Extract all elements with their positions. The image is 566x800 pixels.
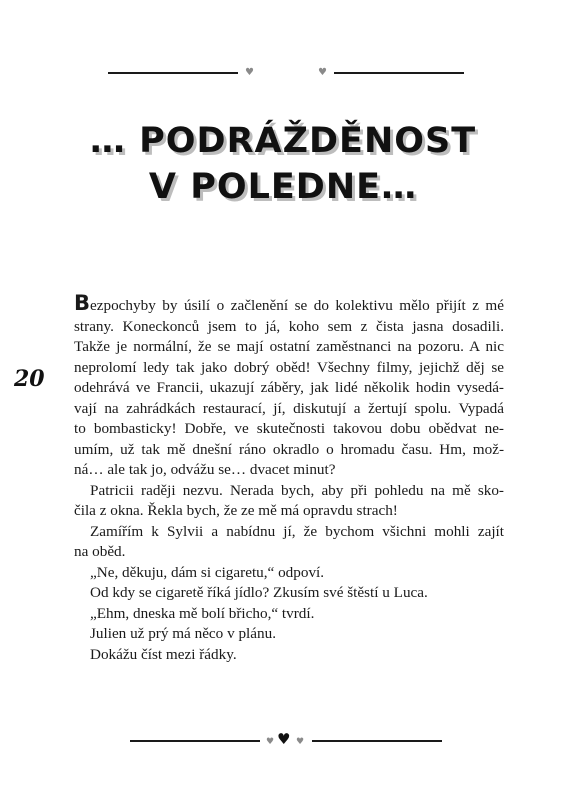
page-number: 20 (14, 366, 45, 392)
text-line: Takže je normální, že se mají ostatní zaměstnanci na pozoru. A nic (74, 338, 504, 355)
ornament-line-left (130, 740, 260, 742)
chapter-title (0, 118, 566, 210)
text-line: vají na zahrádkách restaurací, jí, diskutují a žertují spolu. Vypadá (74, 399, 504, 417)
ornament-line-left (108, 72, 238, 74)
text-line: neprolomí ledy tak jako dobrý oběd! Všechny filmy, jejichž děj se (74, 358, 504, 376)
bottom-ornament (0, 730, 566, 748)
drop-cap: B (74, 291, 91, 315)
chapter-title-line-2: V POLEDNE… (148, 167, 418, 207)
text-line: strany. Koneckonců jsem to já, koho sem z čista jasna dosadili. (74, 317, 504, 335)
heart-icon: ♥ (266, 737, 275, 747)
heart-icon: ♥ (318, 67, 327, 78)
text-line: Julien už prý má něco v plánu. (90, 625, 276, 642)
heart-icon: ♥ (277, 730, 291, 748)
text-line: Dokážu číst mezi řádky. (90, 645, 237, 663)
text-line: „Ehm, dneska mě bolí břicho,“ tvrdí. (90, 604, 315, 622)
text-line: na oběd. (74, 543, 126, 560)
text-line: „Ne, děkuju, dám si cigaretu,“ odpoví. (90, 563, 325, 581)
text-line: Bezpochyby by úsilí o začlenění se do kolektivu mělo přijít z mé (74, 291, 504, 315)
text-line: odehrává ve Francii, ukazují záběry, jak lidé několik hodin vysedá- (74, 379, 504, 396)
text-line: čila z okna. Řekla bych, že ze mě má opravdu strach! (74, 502, 398, 519)
text-line: umím, už tak mě dnešní ráno okradlo o hromadu času. Hm, mož- (74, 440, 504, 458)
ornament-line-right (312, 740, 442, 742)
text-line: Od kdy se cigaretě říká jídlo? Zkusím své štěstí u Luca. (90, 584, 428, 601)
chapter-title-line-1: … PODRÁŽDĚNOST (89, 121, 477, 161)
text-line: Zamířím k Sylvii a nabídnu jí, že bychom všichni mohli zajít (90, 522, 504, 540)
heart-icon: ♥ (245, 67, 254, 78)
ornament-line-right (334, 72, 464, 74)
top-ornament (0, 66, 566, 80)
heart-icon: ♥ (296, 737, 305, 747)
text-line: ná… ale tak jo, odvážu se… dvacet minut? (74, 461, 336, 478)
text-line: Patricii raději nezvu. Nerada bych, aby při pohledu na mě sko- (90, 481, 504, 499)
text-line: to bombasticky! Dobře, ve skutečnosti takovou dobu obědvat ne- (74, 420, 504, 437)
body-text (74, 291, 504, 665)
